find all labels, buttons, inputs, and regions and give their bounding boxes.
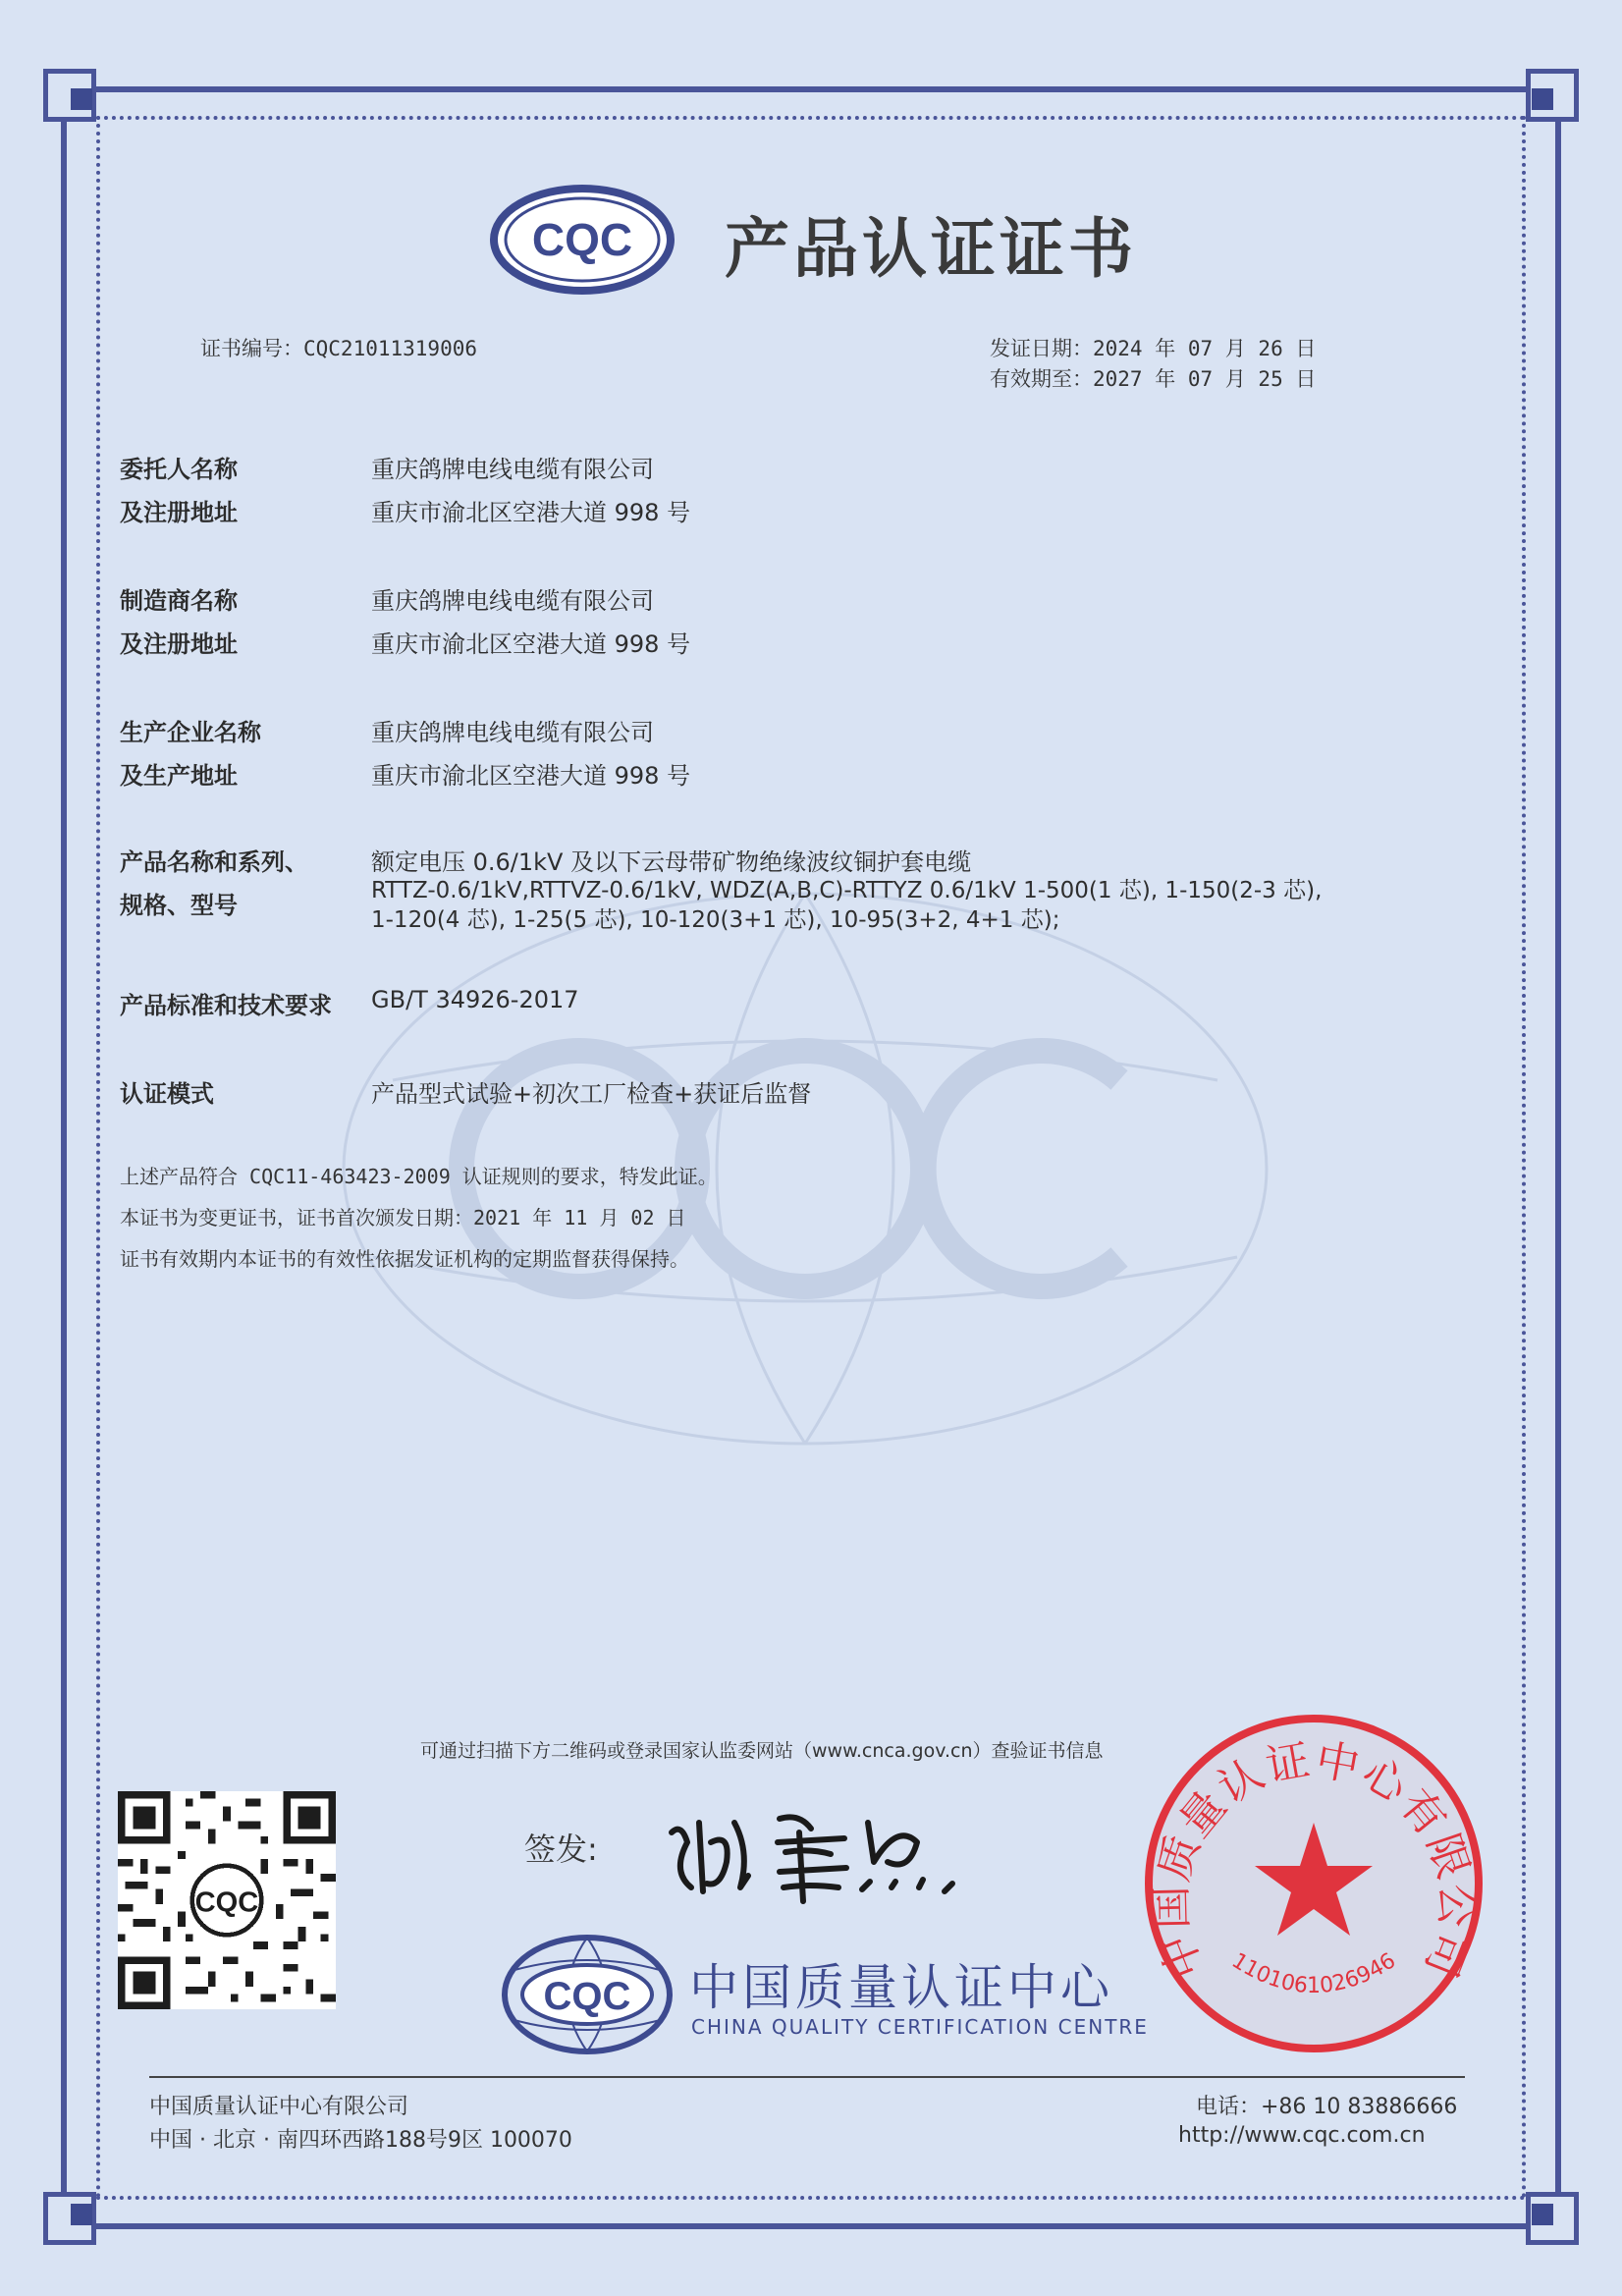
standard-label: 产品标准和技术要求 <box>120 992 332 1019</box>
sign-label: 签发: <box>524 1831 598 1868</box>
client-label-line2: 及注册地址 <box>120 499 238 526</box>
footer-address: 中国 · 北京 · 南四环西路188号9区 100070 <box>149 2128 572 2153</box>
org-name-cn: 中国质量认证中心 <box>689 1959 1113 2016</box>
client-name: 重庆鸽牌电线电缆有限公司 <box>371 456 654 483</box>
footer-website-link[interactable]: http://www.cqc.com.cn <box>1178 2123 1426 2148</box>
statement-validity: 证书有效期内本证书的有效性依据发证机构的定期监督获得保持。 <box>120 1247 689 1271</box>
signature-image <box>652 1793 976 1911</box>
certificate-number: 证书编号：CQC21011319006 <box>200 337 478 360</box>
seal-text: 中国质量认证中心有限公司 <box>1146 1734 1482 1986</box>
manufacturer-label-line1: 制造商名称 <box>120 587 238 615</box>
product-name: 额定电压 0.6/1kV 及以下云母带矿物绝缘波纹铜护套电缆 <box>371 848 972 876</box>
cqc-globe-logo-icon <box>499 1931 676 2058</box>
footer-phone: 电话：+86 10 83886666 <box>1196 2095 1458 2119</box>
corner-square-bottom-left <box>71 2204 92 2225</box>
official-seal-stamp <box>1137 1707 1490 2060</box>
manufacturer-address: 重庆市渝北区空港大道 998 号 <box>371 630 691 658</box>
certification-mode-value: 产品型式试验+初次工厂检查+获证后监督 <box>371 1080 812 1108</box>
manufacturer-label-line2: 及注册地址 <box>120 630 238 658</box>
valid-until-date: 有效期至：2027 年 07 月 25 日 <box>990 367 1317 391</box>
product-specs: 1-120(4 芯), 1-25(5 芯), 10-120(3+1 芯), 10-95(3+2, 4+1 芯); <box>371 907 1060 933</box>
standard-value: GB/T 34926-2017 <box>371 986 579 1013</box>
factory-name: 重庆鸽牌电线电缆有限公司 <box>371 719 654 746</box>
cqc-logo-text: CQC <box>531 214 633 265</box>
page-title: 产品认证证书 <box>725 211 1137 287</box>
product-models: RTTZ-0.6/1kV,RTTVZ-0.6/1kV, WDZ(A,B,C)-RTTYZ 0.6/1kV 1-500(1 芯), 1-150(2-3 芯), <box>371 878 1323 903</box>
client-label-line1: 委托人名称 <box>120 456 238 483</box>
statement-compliance: 上述产品符合 CQC11-463423-2009 认证规则的要求，特发此证。 <box>120 1165 718 1188</box>
qr-center-logo-text: CQC <box>194 1886 259 1919</box>
cqc-logo-icon <box>489 185 676 295</box>
factory-label-line2: 及生产地址 <box>120 762 238 790</box>
qr-code-icon[interactable] <box>118 1791 336 2009</box>
verify-note: 可通过扫描下方二维码或登录国家认监委网站（www.cnca.gov.cn）查验证书信息 <box>420 1740 1104 1762</box>
corner-square-bottom-right <box>1532 2204 1553 2225</box>
org-name-en: CHINA QUALITY CERTIFICATION CENTRE <box>691 2015 1149 2039</box>
footer-company: 中国质量认证中心有限公司 <box>149 2095 409 2119</box>
corner-square-top-right <box>1532 88 1553 110</box>
factory-address: 重庆市渝北区空港大道 998 号 <box>371 762 691 790</box>
footer-divider <box>149 2076 1465 2078</box>
certification-mode-label: 认证模式 <box>120 1080 214 1108</box>
cqc-globe-logo-text: CQC <box>543 1975 631 2018</box>
seal-number: 1101061026946 <box>1226 1948 1401 1998</box>
client-address: 重庆市渝北区空港大道 998 号 <box>371 499 691 526</box>
corner-square-top-left <box>71 88 92 110</box>
manufacturer-name: 重庆鸽牌电线电缆有限公司 <box>371 587 654 615</box>
issue-date: 发证日期：2024 年 07 月 26 日 <box>990 337 1317 360</box>
product-label-line2: 规格、型号 <box>120 892 238 919</box>
product-label-line1: 产品名称和系列、 <box>120 848 308 876</box>
statement-change: 本证书为变更证书，证书首次颁发日期：2021 年 11 月 02 日 <box>120 1206 686 1230</box>
factory-label-line1: 生产企业名称 <box>120 719 261 746</box>
